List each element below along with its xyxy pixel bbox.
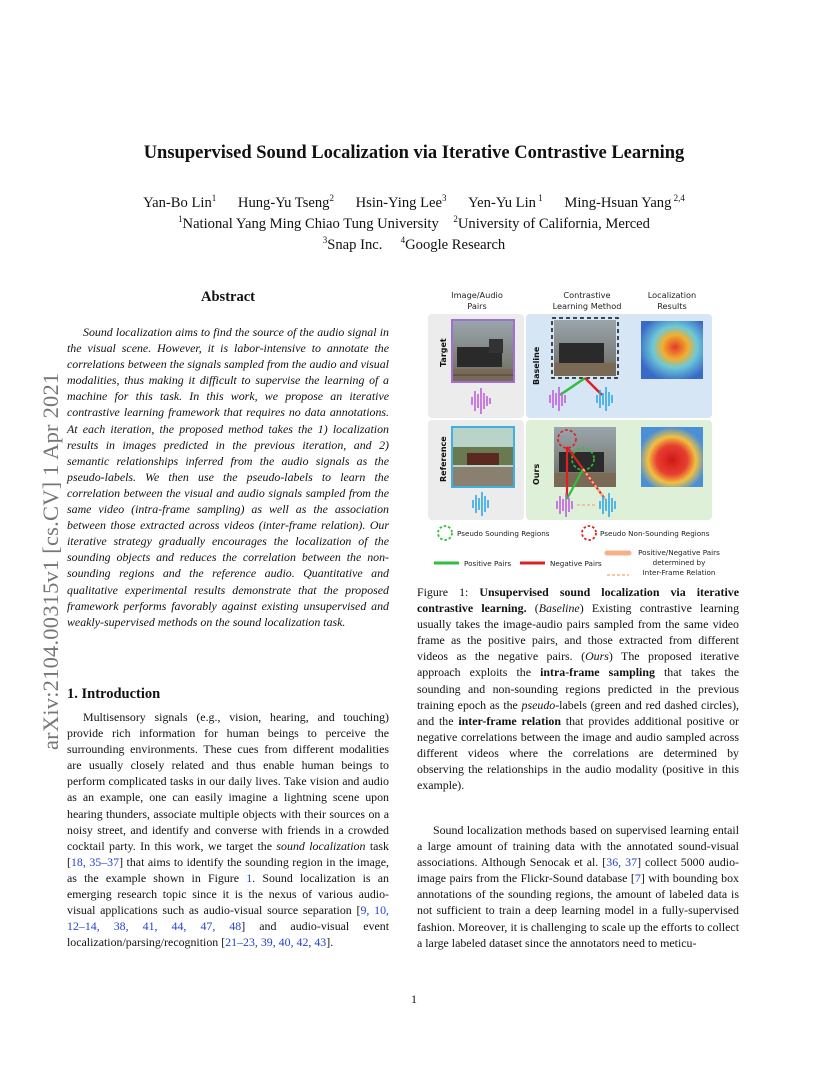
figure-1 (417, 287, 739, 583)
affiliations-line-2: $^3$Snap Inc. $^4$Google Research (322, 235, 506, 253)
right-paragraph: Sound localization methods based on supervised learning entail a large amount of training data with the annotated sound-visual associations. Although Senocak et al. [36, 37] collect 5000 audio-image pairs from the Flickr-Sound database [7] with bounding box annotations of the sounding regions, the amount of labeled data is not sufficient to train a deep learning model in a fully-supervised fashion. Moreover, it is challenging to scale up the efforts to collect a large labeled dataset since the annotators need to meticu- (417, 823, 739, 950)
legend-sounding-icon (438, 526, 452, 540)
baseline-positive-line (560, 378, 585, 395)
author-1: Yan-Bo Lin$^1$ (143, 193, 217, 211)
target-audio-icon (472, 388, 490, 414)
legend-non-sounding-icon (582, 526, 596, 540)
baseline-audio-target (550, 387, 565, 411)
header-localization-results: Localization Results (647, 290, 697, 311)
legend-non-sounding-label: Pseudo Non-Sounding Regions (600, 529, 710, 538)
author-4: Yen-Yu Lin $^1$ (468, 193, 543, 211)
page-number: 1 (411, 992, 417, 1006)
legend-positive-label: Positive Pairs (464, 559, 512, 568)
legend-inter-frame-label: Positive/Negative Pairs determined by Inter-Frame Relation (638, 548, 720, 577)
affiliations-line-1: $^1$National Yang Ming Chiao Tung University $^2$University of California, Merced (178, 214, 650, 232)
ours-heatmap (641, 427, 703, 487)
legend-negative-label: Negative Pairs (550, 559, 602, 568)
baseline-heatmap (641, 321, 703, 379)
legend-sounding-label: Pseudo Sounding Regions (457, 529, 550, 538)
author-2: Hung-Yu Tseng$^2$ (237, 193, 334, 211)
abstract-heading: Abstract (201, 289, 255, 305)
reference-image (452, 427, 514, 487)
label-ours: Ours (532, 463, 541, 485)
figure-caption: Figure 1: Unsupervised sound localization via iterative contrastive learning. (Baseline) Existing contrastive learning usually takes the image-audio pairs sampled from the same video frame as the positive pairs, and those extracted from different videos as the negative pairs. (Ours) The proposed iterative approach exploits the intra-frame sampling that takes the sounding and non-sounding regions predicted in the previous training epoch as the pseudo-labels (green and red dashed circles), and the inter-frame relation that provides additional positive or negative correlations between the image and audio sampled across different videos where the correlations are determined by observing the relationships in the audio modality (positive in this example). (417, 585, 740, 793)
figure-link[interactable]: 1 (246, 870, 253, 885)
label-target: Target (439, 338, 448, 367)
ours-audio-target (557, 493, 572, 517)
target-image (452, 320, 514, 382)
header-image-audio-pairs: Image/Audio Pairs (451, 290, 503, 311)
citation-link[interactable]: 18, 35–37 (70, 854, 120, 869)
author-block (0, 193, 828, 256)
label-reference: Reference (439, 436, 448, 482)
figure-graphics (417, 287, 739, 583)
author-list (0, 193, 828, 214)
label-baseline: Baseline (532, 346, 541, 385)
citation-link[interactable]: 21–23, 39, 40, 42, 43 (225, 935, 327, 950)
intro-body: Multisensory signals (e.g., vision, hearing, and touching) provide rich information for human beings to perceive the surrounding environments. These cues from different modalities are usually closely related and thus enable human beings to perform complicated tasks in our daily lives. Take vision and audio as an example, one can easily imagine a lightning scene upon hearing thunders, associate multiple objects with their sources on a noisy street, and identify and converse with friends in a crowded cocktail party. In this work, we target the sound localization task [18, 35–37] that aims to identify the sounding region in the image, as the example shown in Figure 1. Sound localization is an emerging research topic since it is the nexus of various audio-visual applications such as audio-visual source separation [9, 10, 12–14, 38, 41, 44, 47, 48] and audio-visual event localization/parsing/recognition [21–23, 39, 40, 42, 43]. (67, 710, 390, 950)
citation-link[interactable]: 9, 10, 12–14, 38, 41, 44, 47, 48 (67, 903, 389, 934)
arxiv-id: arXiv:2104.00315v1 [cs.CV] 1 Apr 2021 (38, 372, 63, 750)
abstract-body: Sound localization aims to find the source of the audio signal in the visual scene. However, it is labor-intensive to annotate the correlations between the signals sampled from the audio and visual modalities, thus making it difficult to supervise the learning of a machine for this task. In this work, we propose an iterative contrastive learning framework that requires no data annotations. At each iteration, the proposed method takes the 1) localization results in images predicted in the previous iteration, and 2) semantic relationships inferred from the audio signals as the pseudo-labels. We then use the pseudo-labels to learn the correlation between the visual and audio signals sampled from the same video (intra-frame sampling) as well as the association between those extracted across videos (inter-frame relation). Our iterative strategy gradually encourages the localization of the sounding objects and reduces the correlation between the non-sounding regions and the reference audio. Quantitative and qualitative experimental results demonstrate that the proposed framework performs favorably against existing unsupervised and weakly-supervised methods on the sound localization task. (67, 325, 389, 629)
ours-image (554, 427, 616, 487)
intro-heading: 1. Introduction (67, 686, 161, 702)
header-contrastive-method: Contrastive Learning Method (552, 290, 622, 311)
author-3: Hsin-Ying Lee$^3$ (355, 193, 447, 211)
ours-audio-reference (600, 493, 615, 517)
citation-link[interactable]: 36, 37 (606, 855, 638, 870)
paper-title: Unsupervised Sound Localization via Iterative Contrastive Learning (143, 143, 685, 163)
author-5: Ming-Hsuan Yang $^{2,4}$ (564, 193, 685, 211)
reference-audio-icon (473, 492, 488, 516)
baseline-image (552, 318, 618, 378)
baseline-audio-reference (597, 387, 612, 411)
citation-link[interactable]: 7 (634, 871, 641, 886)
